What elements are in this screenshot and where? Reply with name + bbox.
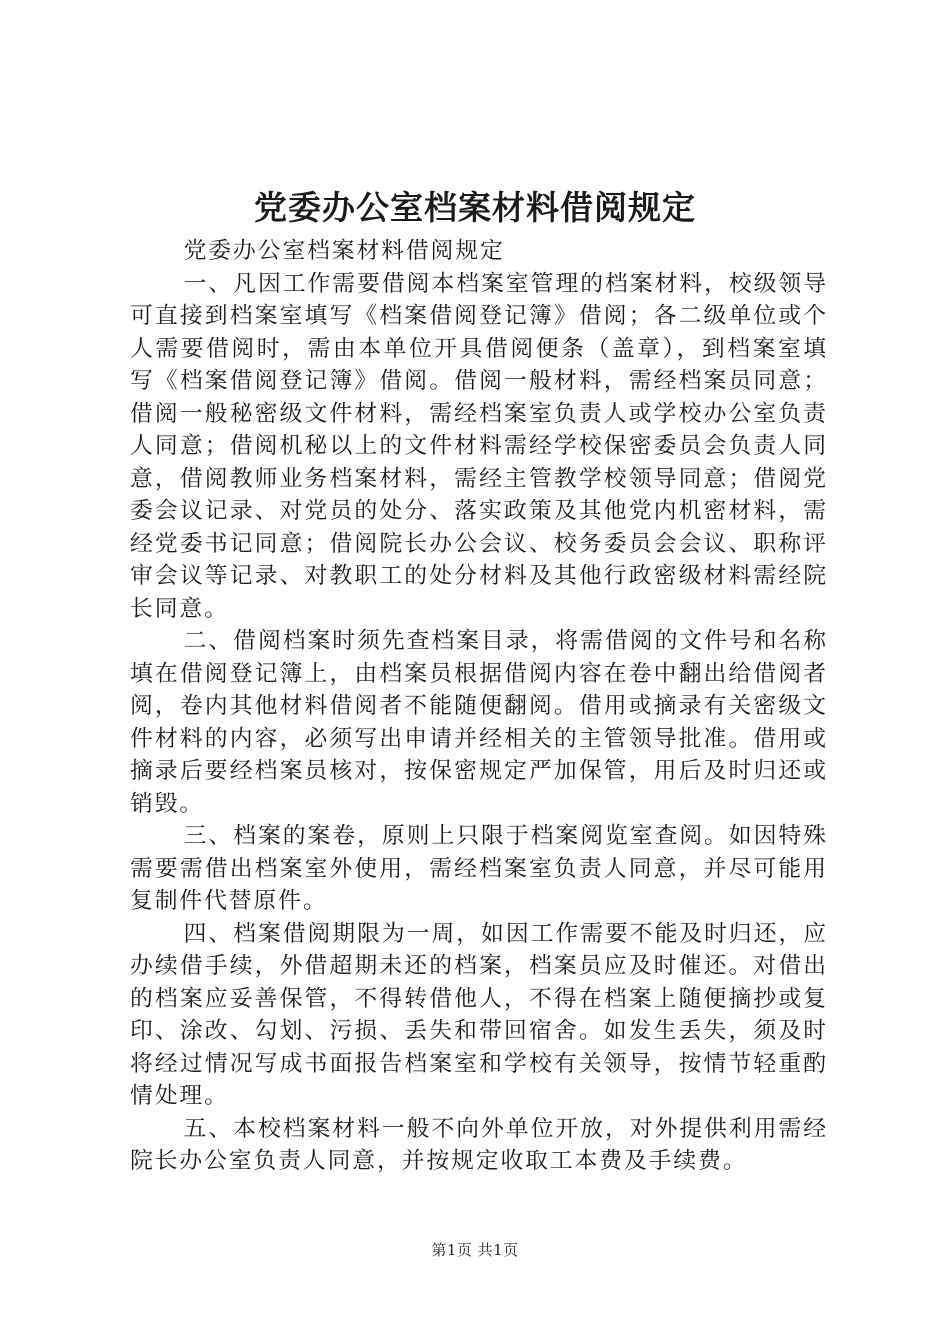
document-body xyxy=(130,235,828,1178)
paragraph-4: 四、档案借阅期限为一周，如因工作需要不能及时归还，应办续借手续，外借超期未还的档案，档案员应及时催还。对借出的档案应妥善保管，不得转借他人，不得在档案上随便摘抄或复印、涂改、勾划、污损、丢失和带回宿舍。如发生丢失，须及时将经过情况写成书面报告档案室和学校有关领导，按情节轻重酌情处理。 xyxy=(130,920,828,1109)
paragraph-1: 一、凡因工作需要借阅本档案室管理的档案材料，校级领导可直接到档案室填写《档案借阅登记簿》借阅；各二级单位或个人需要借阅时，需由本单位开具借阅便条（盖章），到档案室填写《档案借阅登记簿》借阅。借阅一般材料，需经档案员同意；借阅一般秘密级文件材料，需经档案室负责人或学校办公室负责人同意；借阅机秘以上的文件材料需经学校保密委员会负责人同意，借阅教师业务档案材料，需经主管教学校领导同意；借阅党委会议记录、对党员的处分、落实政策及其他党内机密材料，需经党委书记同意；借阅院长办公会议、校务委员会会议、职称评审会议等记录、对教职工的处分材料及其他行政密级材料需经院长同意。 xyxy=(130,270,828,622)
document-title: 党委办公室档案材料借阅规定 xyxy=(254,188,696,227)
paragraph-5: 五、本校档案材料一般不向外单位开放，对外提供利用需经院长办公室负责人同意，并按规定收取工本费及手续费。 xyxy=(130,1115,828,1174)
page-number-footer: 第1页 共1页 xyxy=(431,1241,519,1259)
paragraph-heading: 党委办公室档案材料借阅规定 xyxy=(183,238,505,264)
paragraph-2: 二、借阅档案时须先查档案目录，将需借阅的文件号和名称填在借阅登记簿上，由档案员根据借阅内容在卷中翻出给借阅者阅，卷内其他材料借阅者不能随便翻阅。借用或摘录有关密级文件材料的内容，必须写出申请并经相关的主管领导批准。借用或摘录后要经档案员核对，按保密规定严加保管，用后及时归还或销毁。 xyxy=(130,628,828,817)
paragraph-3: 三、档案的案卷，原则上只限于档案阅览室查阅。如因特殊需要需借出档案室外使用，需经档案室负责人同意，并尽可能用复制件代替原件。 xyxy=(130,823,828,914)
